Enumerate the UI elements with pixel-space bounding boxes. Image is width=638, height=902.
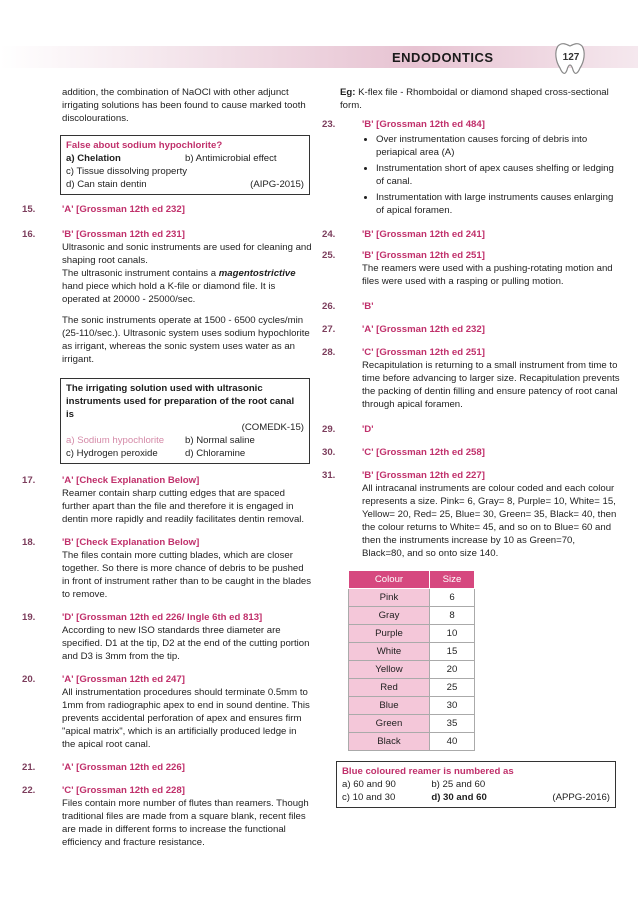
answer-28 [322,346,620,411]
answer-31 [322,469,620,560]
header-band [0,46,638,68]
answer-reference: 'B' [Grossman 12th ed 484] [362,119,485,130]
answer-reference: 'C' [Grossman 12th ed 228] [62,785,185,796]
column-header-size: Size [430,571,475,589]
right-column [322,86,620,808]
table-row: Gray 8 [349,607,475,625]
table-row: Green 35 [349,715,475,733]
answer-22 [22,784,312,849]
table-row: White 15 [349,643,475,661]
answer-24 [322,228,620,241]
option-d: d) Chloramine [185,448,246,459]
answer-23 [322,118,620,217]
answer-number: 27. [322,324,336,335]
mcq-box-blue-reamer [336,761,616,808]
page-number: 127 [562,52,580,63]
answer-number: 31. [322,470,336,481]
answer-reference: 'B' [Grossman 12th ed 241] [362,229,485,240]
answer-18 [22,536,312,601]
answer-number: 23. [322,119,336,130]
table-row: Pink 6 [349,589,475,607]
answer-reference: 'A' [Grossman 12th ed 226] [62,762,185,773]
colour-size-table [348,570,475,751]
box-title: Blue coloured reamer is numbered as [342,766,514,777]
answer-number: 30. [322,447,336,458]
answer-text: The sonic instruments operate at 1500 - 6500 cycles/min (25-110/sec.). Ultrasonic system uses sodium hypochlorite as irrigant, whereas the sonic system uses water as an irrigant. [62,315,310,365]
intro-paragraph: addition, the combination of NaOCl with other adjunct irrigating solutions has been found to cause marked tooth discolourations. [62,87,306,124]
list-item: • Over instrumentation causes forcing of debris into periapical area (A) [376,133,620,159]
box-title: False about sodium hypochlorite? [66,140,223,151]
answer-reference: 'D' [362,424,374,435]
answer-reference: 'D' [Grossman 12th ed 226/ Ingle 6th ed 813] [62,612,263,623]
table-row: Black 40 [349,733,475,751]
answer-text: Reamer contain sharp cutting edges that are spaced further apart than the file and therefore it is engaged in dentin more rapidly and readily facilitates dentin removal. [62,488,305,525]
answer-21 [22,761,312,774]
answer-reference: 'B' [Check Explanation Below] [62,537,200,548]
option-a: a) Chelation [66,153,121,164]
answer-25 [322,249,620,288]
answer-reference: 'B' [362,301,374,312]
answer-17 [22,474,312,526]
option-a: a) 60 and 90 [342,779,396,790]
answer-text: The ultrasonic instrument contains a magentostrictive hand piece which hold a K-file or diamond file. It is operated at 20000 - 25000/sec. [62,268,296,305]
answer-number: 20. [22,674,36,685]
answer-text: Recapitulation is returning to a small instrument from time to time before advancing to larger size. Recapitulation prevents the packing of dentin filling and ensure patency of root canal through apical foramen. [362,360,620,410]
option-c: c) Tissue dissolving property [66,166,188,177]
answer-text: All instrumentation procedures should terminate 0.5mm to 1mm from radiographic apex to end in sound dentine. This prevents accidental perforation of apex and ensures firm "apical matrix", which is an artificially produced ledge in the apical root canal. [62,687,310,750]
answer-reference: 'A' [Check Explanation Below] [62,475,200,486]
mcq-box-sodium-hypochlorite [60,135,310,195]
table-row: Blue 30 [349,697,475,715]
list-item: • Instrumentation with large instruments causes enlarging of apical foramen. [376,191,620,217]
example-paragraph: Eg: K-flex file - Rhomboidal or diamond shaped cross-sectional form. [340,87,609,111]
option-d: d) Can stain dentin [66,179,147,190]
table-row: Yellow 20 [349,661,475,679]
box-title: The irrigating solution used with ultrasonic instruments used for preparation of the root canal is [66,383,295,420]
answer-19 [22,611,312,663]
answer-27 [322,323,620,336]
list-item: • Instrumentation short of apex causes shelfing or ledging of canal. [376,162,620,188]
answer-20 [22,673,312,751]
answer-number: 16. [22,229,36,240]
exam-source: (AIPG-2015) [250,179,304,190]
answer-number: 22. [22,785,36,796]
answer-number: 18. [22,537,36,548]
chapter-title: ENDODONTICS [392,50,494,65]
option-c: c) 10 and 30 [342,792,396,803]
answer-30 [322,446,620,459]
answer-26 [322,300,620,313]
answer-16 [22,228,312,366]
answer-reference: 'C' [Grossman 12th ed 258] [362,447,485,458]
answer-number: 19. [22,612,36,623]
answer-29 [322,423,620,436]
answer-text: The reamers were used with a pushing-rotating motion and files were used with a rasping or pulling motion. [362,263,613,287]
answer-text: According to new ISO standards three diameter are specified. D1 at the tip, D2 at the end of the cutting portion and D3 is 3mm from the tip. [62,625,310,662]
answer-text: Ultrasonic and sonic instruments are used for cleaning and shaping root canals. [62,242,312,266]
answer-reference: 'B' [Grossman 12th ed 231] [62,229,185,240]
table-row: Purple 10 [349,625,475,643]
left-column [22,86,312,849]
answer-number: 24. [322,229,336,240]
answer-number: 15. [22,204,36,215]
answer-text: All intracanal instruments are colour coded and each colour represents a size. Pink= 6, Gray= 8, Purple= 10, White= 15, Yellow= 20, Red= 25, Blue= 30, Green= 35, Black= 40, then the colour returns to White= 45, and so on to Blue= 60 and then the instruments increase by 10 as Green=70, Black=80, and so onto size 140. [362,483,617,559]
answer-number: 17. [22,475,36,486]
answer-number: 21. [22,762,36,773]
answer-reference: 'A' [Grossman 12th ed 232] [362,324,485,335]
option-b: b) 25 and 60 [431,779,486,790]
answer-number: 25. [322,250,336,261]
table-row: Red 25 [349,679,475,697]
exam-source: (COMEDK-15) [241,422,304,433]
option-c: c) Hydrogen peroxide [66,448,158,459]
bullet-list [362,133,620,217]
column-header-colour: Colour [349,571,430,589]
answer-reference: 'B' [Grossman 12th ed 251] [362,250,485,261]
answer-reference: 'C' [Grossman 12th ed 251] [362,347,485,358]
answer-number: 29. [322,424,336,435]
option-b: b) Normal saline [185,435,255,446]
answer-text: Files contain more number of flutes than reamers. Though traditional files are made from a square blank, recent files are made in different forms to increase the functional efficiency and fracture resistance. [62,798,309,848]
answer-text: The files contain more cutting blades, which are closer together. So there is more chance of debris to be pushed in front of instrument rather than to be caught in the blades to remove. [62,550,312,600]
answer-reference: 'B' [Grossman 12th ed 227] [362,470,485,481]
answer-number: 26. [322,301,336,312]
option-a: a) Sodium hypochlorite [66,435,165,446]
exam-source: (APPG-2016) [552,792,610,803]
mcq-box-irrigating-solution [60,378,310,464]
option-b: b) Antimicrobial effect [185,153,277,164]
option-d: d) 30 and 60 [431,792,487,803]
answer-number: 28. [322,347,336,358]
answer-reference: 'A' [Grossman 12th ed 232] [62,204,185,215]
answer-15 [22,203,312,216]
answer-reference: 'A' [Grossman 12th ed 247] [62,674,185,685]
